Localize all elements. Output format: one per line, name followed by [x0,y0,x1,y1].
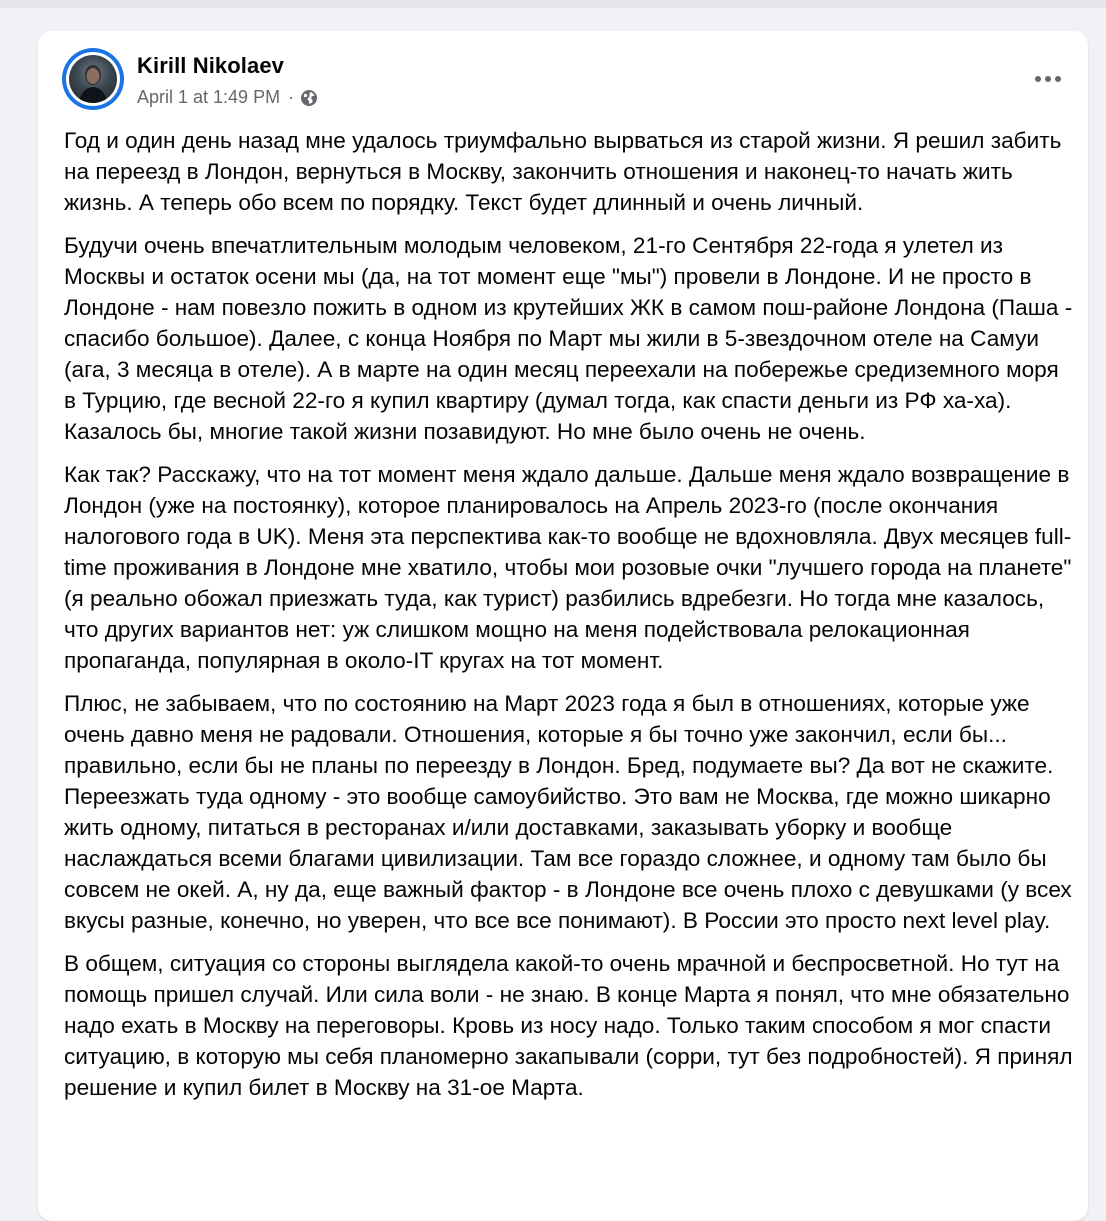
meta-separator: · [288,87,295,107]
post-meta [137,87,318,108]
avatar-photo [69,55,117,103]
author-name[interactable]: Kirill Nikolaev [137,53,285,78]
post-paragraph: Как так? Расскажу, что на тот момент меня ждало дальше. Дальше меня ждало возвращение в Лондон (уже на постоянку), которое планировалось на Апрель 2023-го (после окончания налогового года в UK). Меня эта перспектива как-то вообще не вдохновляла. Двух месяцев full-time проживания в Лондоне мне хватило, чтобы мои розовые очки "лучшего города на планете" (я реально обожал приезжать туда, как турист) разбились вдребезги. Но тогда мне казалось, что других вариантов нет: уж слишком мощно на меня подействовала релокационная пропаганда, популярная в около-IT кругах на тот момент. [64,462,1072,673]
post-card [38,31,1088,1221]
post-paragraph: Будучи очень впечатлительным молодым человеком, 21-го Сентября 22-года я улетел из Москвы и остаток осени мы (да, на тот момент еще "мы") провели в Лондоне. И не просто в Лондоне - нам повезло пожить в одном из крутейших ЖК в самом пош-районе Лондона (Паша - спасибо большое). Далее, с конца Ноября по Март мы жили в 5-звездочном отеле на Самуи (ага, 3 месяца в отеле). А в марте на один месяц переехали на побережье средиземного моря в Турцию, где весной 22-го я купил квартиру (думал тогда, как спасти деньги из РФ ха-ха). Казалось бы, многие такой жизни позавидуют. Но мне было очень не очень. [64,233,1073,444]
more-horizontal-icon [1034,75,1062,83]
post-body [64,125,1074,1115]
post-paragraph: В общем, ситуация со стороны выглядела какой-то очень мрачной и беспросветной. Но тут на помощь пришел случай. Или сила воли - не знаю. В конце Марта я понял, что мне обязательно надо ехать в Москву на переговоры. Кровь из носу надо. Только таким способом я мог спасти ситуацию, в которую мы себя планомерно закапывали (сорри, тут без подробностей). Я принял решение и купил билет в Москву на 31-ое Марта. [64,951,1073,1100]
post-paragraph: Плюс, не забываем, что по состоянию на Март 2023 года я был в отношениях, которые уже очень давно меня не радовали. Отношения, которые я бы точно уже закончил, если бы... правильно, если бы не планы по переезду в Лондон. Бред, подумаете вы? Да вот не скажите. Переезжать туда одному - это вообще самоубийство. Это вам не Москва, где можно шикарно жить одному, питаться в ресторанах и/или доставками, заказывать уборку и вообще наслаждаться всеми благами цивилизации. Там все гораздо сложнее, и одному там было бы совсем не окей. А, ну да, еще важный фактор - в Лондоне все очень плохо с девушками (у всех вкусы разные, конечно, но уверен, что все все понимают). В России это просто next level play. [64,691,1072,933]
post-timestamp[interactable]: April 1 at 1:49 PM [137,87,281,107]
top-bar [0,0,1106,8]
post-header [38,31,1088,121]
globe-icon[interactable] [300,89,318,107]
post-paragraph: Год и один день назад мне удалось триумфально вырваться из старой жизни. Я решил забить на переезд в Лондон, вернуться в Москву, закончить отношения и наконец-то начать жить жизнь. А теперь обо всем по порядку. Текст будет длинный и очень личный. [64,128,1062,215]
more-options-button[interactable] [1028,59,1068,99]
avatar[interactable] [62,48,124,110]
